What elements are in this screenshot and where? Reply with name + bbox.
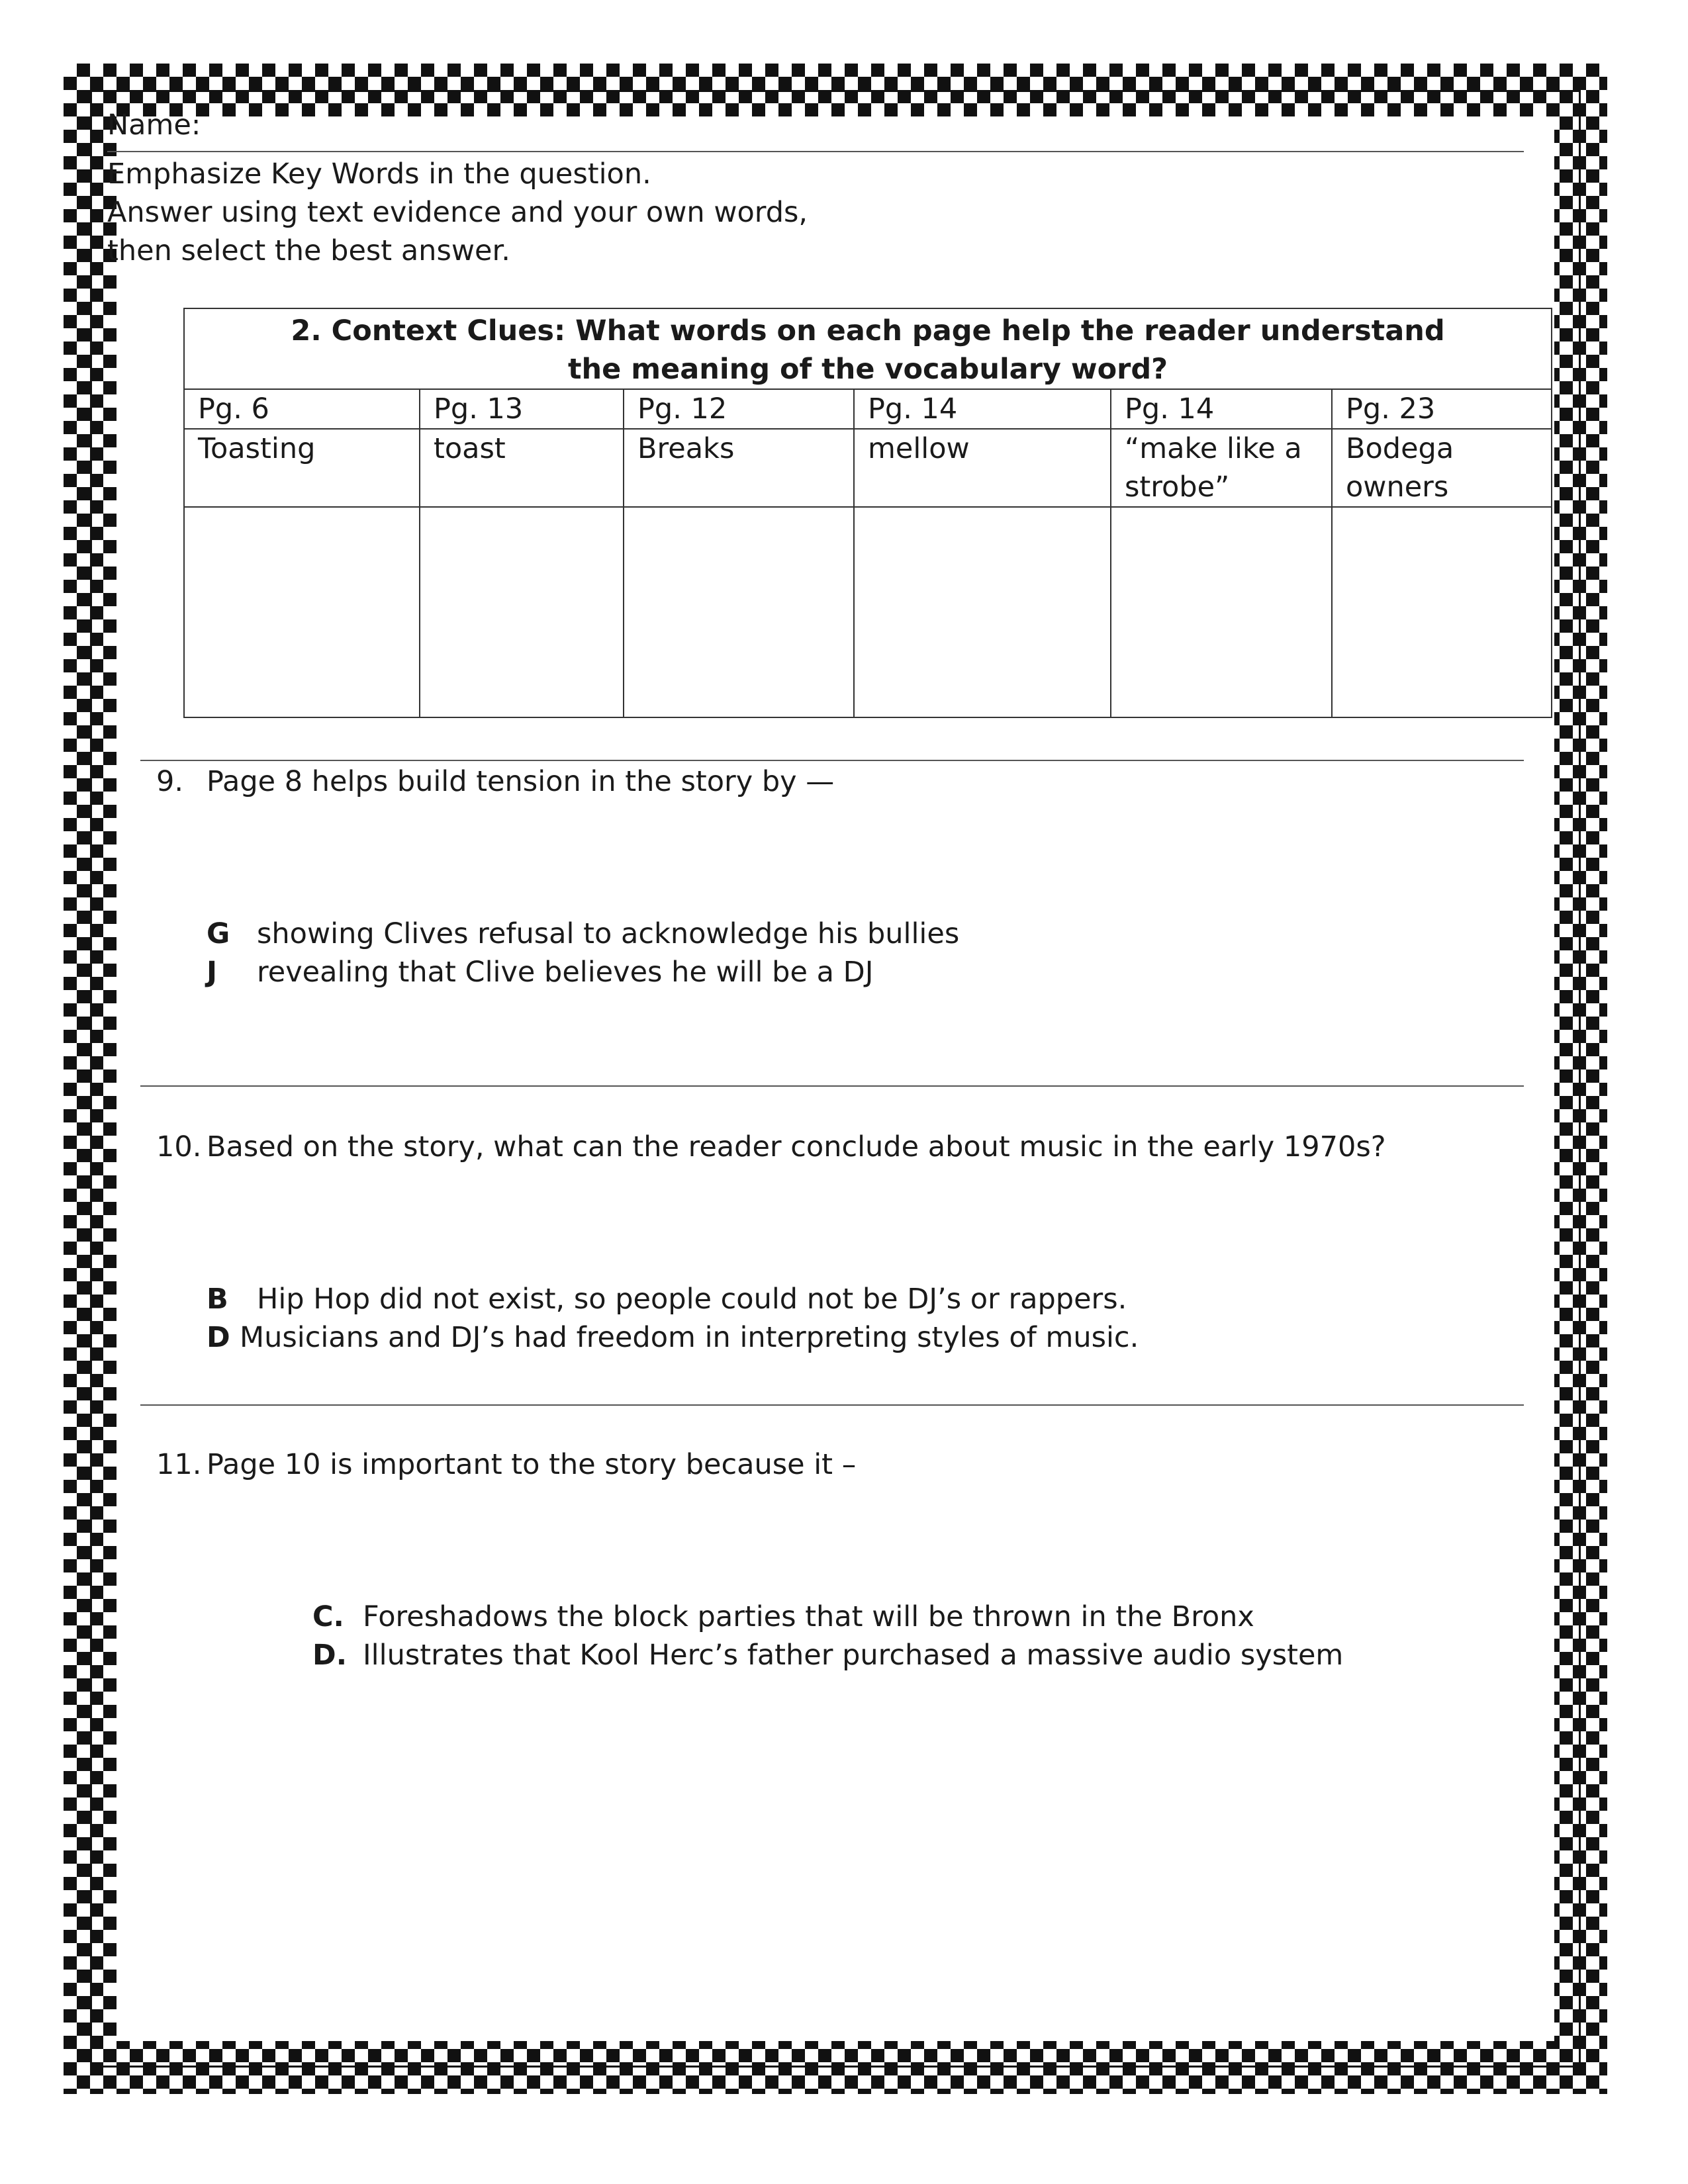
option-text: showing Clives refusal to acknowledge his bullies: [257, 917, 960, 950]
instruction-line-3: then select the best answer.: [107, 234, 510, 267]
option-letter: B: [207, 1283, 228, 1316]
vocab-word-line-2: strobe”: [1125, 471, 1230, 504]
name-label: Name:: [107, 109, 201, 142]
option-letter: D: [207, 1321, 230, 1354]
option-text: Hip Hop did not exist, so people could not be DJ’s or rappers.: [257, 1283, 1127, 1316]
page-cell: Pg. 13: [420, 389, 624, 429]
vocab-word-cell: [1332, 429, 1552, 507]
question-11-number: 11.: [156, 1448, 202, 1481]
instruction-line-2: Answer using text evidence and your own words,: [107, 196, 808, 229]
option-d[interactable]: [312, 1636, 1343, 1674]
option-letter: C.: [312, 1600, 344, 1633]
vocab-word: toast: [434, 432, 506, 465]
context-clues-table: [183, 308, 1552, 718]
context-clues-title-line-2: the meaning of the vocabulary word?: [567, 353, 1168, 386]
context-clues-title: [184, 308, 1552, 389]
option-text: Illustrates that Kool Herc’s father purchased a massive audio system: [363, 1639, 1344, 1672]
divider: [140, 1404, 1524, 1406]
page-cell: Pg. 12: [624, 389, 854, 429]
answer-cell[interactable]: [624, 507, 854, 717]
answer-cell[interactable]: [854, 507, 1111, 717]
vocab-word-line-2: owners: [1346, 471, 1449, 504]
vocab-word: Breaks: [637, 432, 735, 465]
option-letter: G: [207, 917, 230, 950]
answer-cell[interactable]: [420, 507, 624, 717]
option-text: revealing that Clive believes he will be a DJ: [257, 956, 874, 989]
option-g[interactable]: [207, 915, 959, 953]
vocab-word: “make like a: [1125, 432, 1302, 465]
option-letter: D.: [312, 1639, 348, 1672]
vocab-word: Toasting: [198, 432, 316, 465]
question-10-number: 10.: [156, 1130, 202, 1163]
page-cell: Pg. 6: [184, 389, 420, 429]
option-text: Musicians and DJ’s had freedom in interpreting styles of music.: [240, 1321, 1139, 1354]
question-11-text: Page 10 is important to the story because it –: [207, 1448, 857, 1481]
instruction-line-1: Emphasize Key Words in the question.: [107, 158, 651, 191]
name-line[interactable]: [107, 151, 1524, 152]
option-letter: J: [207, 956, 217, 989]
vocab-word-cell: [854, 429, 1111, 507]
divider: [140, 1085, 1524, 1087]
answer-cell[interactable]: [1332, 507, 1552, 717]
context-clues-title-line-1: 2. Context Clues: What words on each page help the reader understand: [291, 314, 1445, 347]
answer-cell[interactable]: [184, 507, 420, 717]
vocab-word-cell: [184, 429, 420, 507]
page-cell: Pg. 14: [1111, 389, 1332, 429]
page-cell: Pg. 14: [854, 389, 1111, 429]
option-text: Foreshadows the block parties that will be thrown in the Bronx: [363, 1600, 1254, 1633]
vocab-word-cell: [624, 429, 854, 507]
option-j[interactable]: [207, 953, 873, 991]
page-cell: Pg. 23: [1332, 389, 1552, 429]
question-9-number: 9.: [156, 765, 184, 798]
vocab-word: mellow: [868, 432, 970, 465]
option-c[interactable]: [312, 1598, 1254, 1636]
vocab-word-cell: [420, 429, 624, 507]
question-9-text: Page 8 helps build tension in the story by —: [207, 765, 835, 798]
vocab-word-cell: [1111, 429, 1332, 507]
divider: [140, 760, 1524, 761]
vocab-word: Bodega: [1346, 432, 1454, 465]
question-10-text: Based on the story, what can the reader conclude about music in the early 1970s?: [207, 1130, 1386, 1163]
option-d[interactable]: [207, 1318, 1139, 1357]
answer-cell[interactable]: [1111, 507, 1332, 717]
option-b[interactable]: [207, 1280, 1127, 1318]
